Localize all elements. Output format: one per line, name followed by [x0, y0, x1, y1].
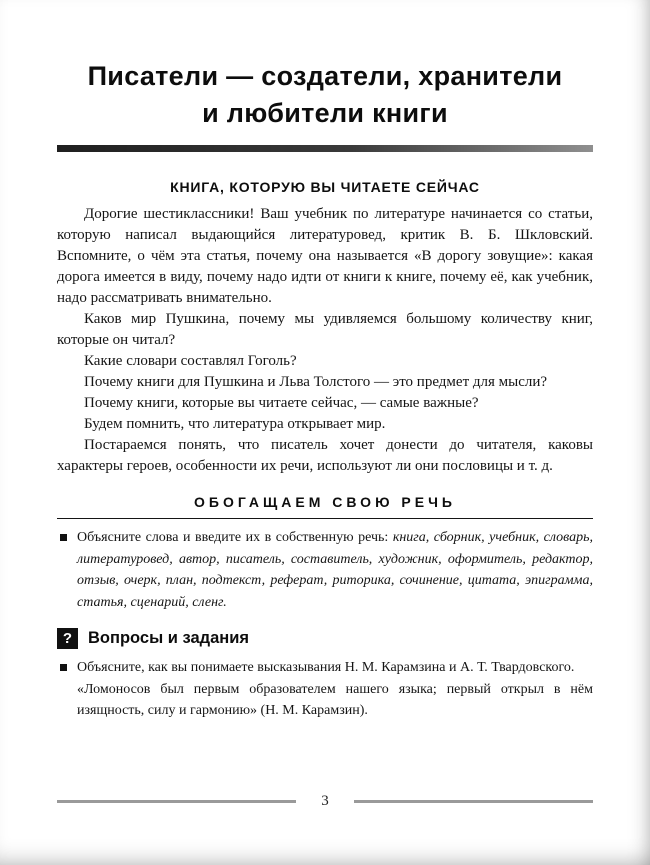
- paragraph: Каков мир Пушкина, почему мы удивляемся большому количеству книг, которые он читал?: [57, 311, 593, 348]
- task-instruction: Объясните, как вы понимаете высказывания Н. М. Карамзина и А. Т. Твардовского.: [77, 660, 575, 675]
- task-text: [77, 657, 593, 722]
- page-footer: [57, 793, 593, 810]
- chapter-title: [57, 58, 593, 132]
- section-heading-current-book: КНИГА, КОТОРУЮ ВЫ ЧИТАЕТЕ СЕЙЧАС: [170, 179, 480, 195]
- paragraph: Почему книги для Пушкина и Льва Толстого — это предмет для мысли?: [84, 374, 548, 390]
- chapter-title-line-2: и любители книги: [202, 98, 448, 128]
- page-number: 3: [321, 793, 329, 809]
- task-item-vocabulary: [57, 527, 593, 613]
- karamzin-quote: «Ломоносов был первым образователем нашего языка; первый открыл в нём изящность, силу и гармонию» (Н. М. Карамзин).: [77, 681, 593, 718]
- footer-rule-left: [57, 800, 296, 803]
- paragraph: Какие словари составлял Гоголь?: [84, 353, 297, 369]
- paragraph: Дорогие шестиклассники! Ваш учебник по литературе начинается со статьи, которую написал выдающийся литературовед, критик В. Б. Шкловский. Вспомните, о чём эта статья, почему она называется «В дорогу зовущие»: какая дорога имеется в виду, почему надо идти от книги к книге, почему её, как учебник, надо рассматривать внимательно.: [57, 206, 593, 306]
- chapter-title-line-1: Писатели — создатели, хранители: [87, 61, 563, 91]
- questions-heading-label: Вопросы и задания: [88, 629, 250, 647]
- questions-heading: [57, 628, 593, 649]
- square-bullet-icon: [60, 664, 67, 671]
- section-heading-enrich-speech: ОБОГАЩАЕМ СВОЮ РЕЧЬ: [194, 494, 456, 510]
- body-text: [57, 204, 593, 477]
- paragraph: Будем помнить, что литература открывает мир.: [84, 416, 386, 432]
- square-bullet-icon: [60, 534, 67, 541]
- footer-rule-right: [354, 800, 593, 803]
- section-rule: [57, 518, 593, 519]
- task-terms-italic: книга, сборник, учебник, словарь, литературовед, автор, писатель, составитель, художник, оформитель, редактор, отзыв, очерк, план, подтекст, реферат, риторика, сочинение, цитата, эпиграмма, статья, сценарий, сленг.: [77, 530, 593, 610]
- task-intro: Объясните слова и введите их в собственную речь:: [77, 530, 393, 545]
- title-divider-bar: [57, 145, 593, 152]
- task-text: [77, 527, 593, 613]
- question-mark-icon: ?: [57, 628, 78, 649]
- task-item-quotes: [57, 657, 593, 722]
- paragraph: Постараемся понять, что писатель хочет донести до читателя, каковы характеры героев, особенности их речи, используют ли они пословицы и т. д.: [57, 437, 593, 474]
- paragraph: Почему книги, которые вы читаете сейчас, — самые важные?: [84, 395, 479, 411]
